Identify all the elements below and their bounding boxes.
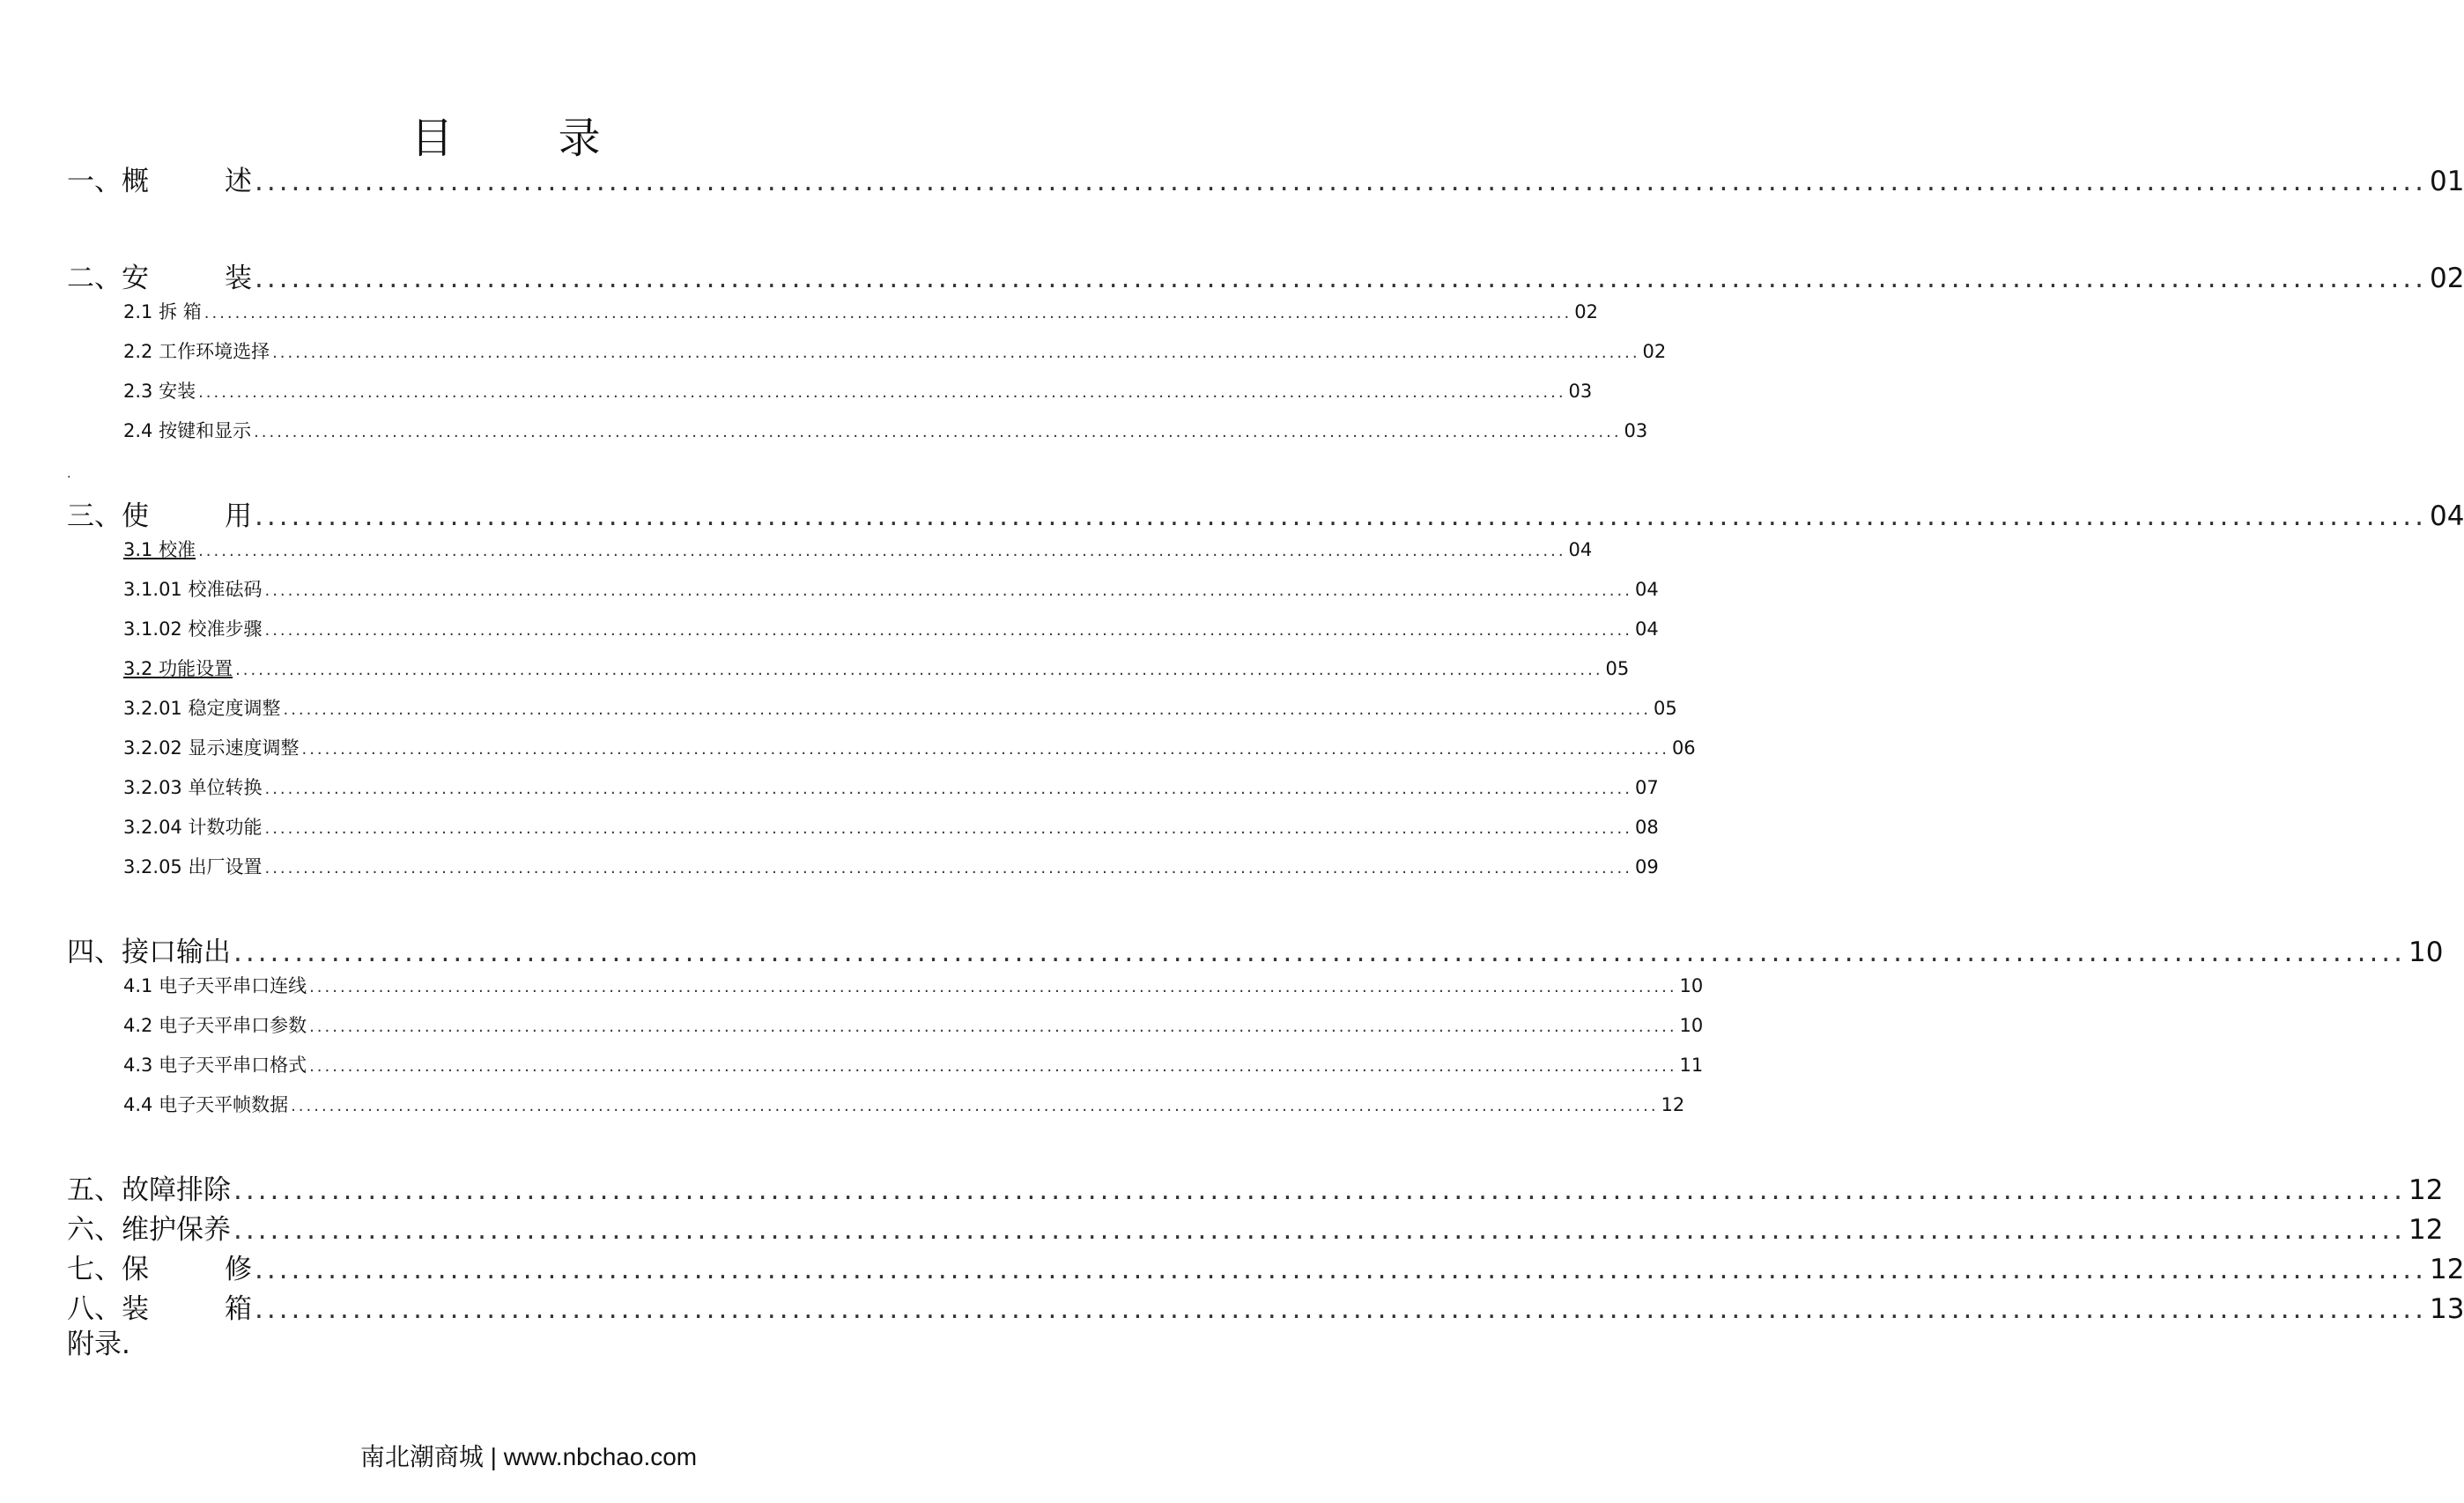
toc-entry-6[interactable]: [67, 1207, 2444, 1246]
toc-page: 12: [2409, 1214, 2444, 1246]
toc-label: 四、接口输出: [67, 937, 231, 968]
toc-entry-2-4[interactable]: [123, 417, 1648, 443]
toc-leader: ..................................................................................................................................................................................: [235, 661, 1603, 679]
toc-page: 04: [1568, 539, 1593, 560]
toc-label: 3.2.04 计数功能: [123, 817, 263, 838]
toc-entry-3-2[interactable]: [123, 655, 1630, 681]
toc-label: 3.1.01 校准砝码: [123, 579, 263, 600]
toc-leader: ..................................................................................................................................................................................: [255, 1254, 2428, 1285]
toc-leader: ..................................................................................................................................................................................: [301, 740, 1669, 759]
toc-entry-4-4[interactable]: [123, 1091, 1685, 1117]
toc-leader: ..................................................................................................................................................................................: [255, 166, 2428, 197]
toc-leader: ..................................................................................................................................................................................: [255, 500, 2428, 532]
toc-leader: ..................................................................................................................................................................................: [254, 423, 1622, 441]
toc-entry-3[interactable]: [67, 493, 2464, 532]
toc-leader: ..................................................................................................................................................................................: [272, 344, 1640, 362]
toc-entry-2[interactable]: [67, 255, 2464, 294]
toc-label: 4.4 电子天平帧数据: [123, 1094, 289, 1115]
toc-leader: ..................................................................................................................................................................................: [264, 780, 1632, 798]
toc-label: 3.2.05 出厂设置: [123, 856, 263, 877]
toc-page: 08: [1634, 817, 1659, 838]
toc-entry-3-1-01[interactable]: [123, 575, 1659, 602]
toc-page: 02: [1642, 341, 1667, 362]
toc-label: 3.2 功能设置: [123, 658, 233, 679]
toc-leader: ..................................................................................................................................................................................: [291, 1097, 1659, 1115]
toc-entry-2-2[interactable]: [123, 337, 1667, 364]
toc-leader: ..................................................................................................................................................................................: [264, 859, 1632, 877]
toc-page: 04: [2430, 500, 2464, 532]
toc-entry-1[interactable]: [67, 159, 2464, 197]
toc-page: 04: [1634, 579, 1659, 600]
toc-leader: ..................................................................................................................................................................................: [233, 1174, 2407, 1206]
toc-leader: ..................................................................................................................................................................................: [198, 542, 1566, 560]
toc-label: 七、保 修: [67, 1254, 252, 1285]
toc-entry-4-2[interactable]: [123, 1011, 1704, 1038]
toc-page: 07: [1634, 777, 1659, 798]
toc-page: 05: [1653, 698, 1677, 719]
toc-leader: ..................................................................................................................................................................................: [264, 581, 1632, 600]
toc-page: 02: [2430, 263, 2464, 294]
toc-label: 二、安 装: [67, 263, 252, 294]
toc-label: 3.2.03 单位转换: [123, 777, 263, 798]
toc-leader: ..................................................................................................................................................................................: [283, 700, 1651, 719]
toc-leader: ..................................................................................................................................................................................: [255, 1293, 2428, 1325]
toc-label: 2.4 按键和显示: [123, 420, 252, 441]
toc-entry-4-1[interactable]: [123, 972, 1704, 998]
toc-page: 06: [1671, 737, 1696, 759]
footer-watermark: 南北潮商城 | www.nbchao.com: [359, 1443, 698, 1470]
toc-label: 4.2 电子天平串口参数: [123, 1015, 307, 1036]
toc-label: 4.3 电子天平串口格式: [123, 1055, 307, 1076]
toc-entry-2-1[interactable]: [123, 298, 1598, 324]
toc-entry-7[interactable]: [67, 1247, 2464, 1285]
toc-leader: ..................................................................................................................................................................................: [198, 383, 1566, 402]
toc-leader: ..................................................................................................................................................................................: [309, 1018, 1677, 1036]
toc-label: 3.2.01 稳定度调整: [123, 698, 281, 719]
toc-leader: ..................................................................................................................................................................................: [233, 937, 2407, 968]
toc-page: 09: [1634, 856, 1659, 877]
page-title: 目 录: [411, 114, 647, 163]
toc-label: 一、概 述: [67, 166, 252, 197]
toc-leader: ..................................................................................................................................................................................: [309, 1057, 1677, 1076]
toc-page: 02: [1574, 301, 1598, 322]
toc-page: 03: [1568, 381, 1593, 402]
toc-page: 03: [1624, 420, 1648, 441]
toc-entry-3-2-02[interactable]: [123, 734, 1696, 760]
toc-page: 12: [2409, 1174, 2444, 1206]
toc-page: 13: [2430, 1293, 2464, 1325]
toc-label: 3.1 校准: [123, 539, 196, 560]
toc-label: 3.1.02 校准步骤: [123, 618, 263, 640]
stray-dot: .: [67, 467, 71, 481]
toc-entry-3-2-05[interactable]: [123, 853, 1659, 879]
toc-entry-3-2-04[interactable]: [123, 813, 1659, 840]
toc-page: 10: [2409, 937, 2444, 968]
toc-entry-8[interactable]: [67, 1286, 2464, 1325]
toc-page: 11: [1679, 1055, 1704, 1076]
toc-leader: ..................................................................................................................................................................................: [255, 263, 2428, 294]
toc-label: 3.2.02 显示速度调整: [123, 737, 300, 759]
toc-page: 04: [1634, 618, 1659, 640]
toc-label: 4.1 电子天平串口连线: [123, 975, 307, 996]
toc-entry-3-1-02[interactable]: [123, 615, 1659, 641]
toc-leader: ..................................................................................................................................................................................: [233, 1214, 2407, 1246]
toc-entry-3-2-03[interactable]: [123, 774, 1659, 800]
toc-entry-4-3[interactable]: [123, 1051, 1704, 1077]
toc-entry-5[interactable]: [67, 1167, 2444, 1206]
toc-leader: ..................................................................................................................................................................................: [264, 819, 1632, 838]
toc-entry-3-1[interactable]: [123, 536, 1593, 562]
toc-entry-2-3[interactable]: [123, 377, 1593, 404]
toc-leader: ..................................................................................................................................................................................: [264, 621, 1632, 640]
toc-label: 三、使 用: [67, 500, 252, 532]
toc-label: 五、故障排除: [67, 1174, 231, 1206]
toc-leader: ..................................................................................................................................................................................: [309, 978, 1677, 996]
toc-page: 10: [1679, 975, 1704, 996]
toc-leader: ..................................................................................................................................................................................: [203, 304, 1572, 322]
toc-page: 05: [1605, 658, 1630, 679]
toc-label: 2.3 安装: [123, 381, 196, 402]
toc-page: 12: [1661, 1094, 1685, 1115]
toc-appendix[interactable]: 附录.: [67, 1329, 130, 1360]
toc-entry-4[interactable]: [67, 929, 2444, 968]
toc-label: 八、装 箱: [67, 1293, 252, 1325]
toc-page: 10: [1679, 1015, 1704, 1036]
toc-page: 12: [2430, 1254, 2464, 1285]
toc-label: 六、维护保养: [67, 1214, 231, 1246]
toc-entry-3-2-01[interactable]: [123, 694, 1677, 721]
toc-page: 01: [2430, 166, 2464, 197]
toc-label: 2.2 工作环境选择: [123, 341, 270, 362]
toc-label: 2.1 拆 箱: [123, 301, 202, 322]
